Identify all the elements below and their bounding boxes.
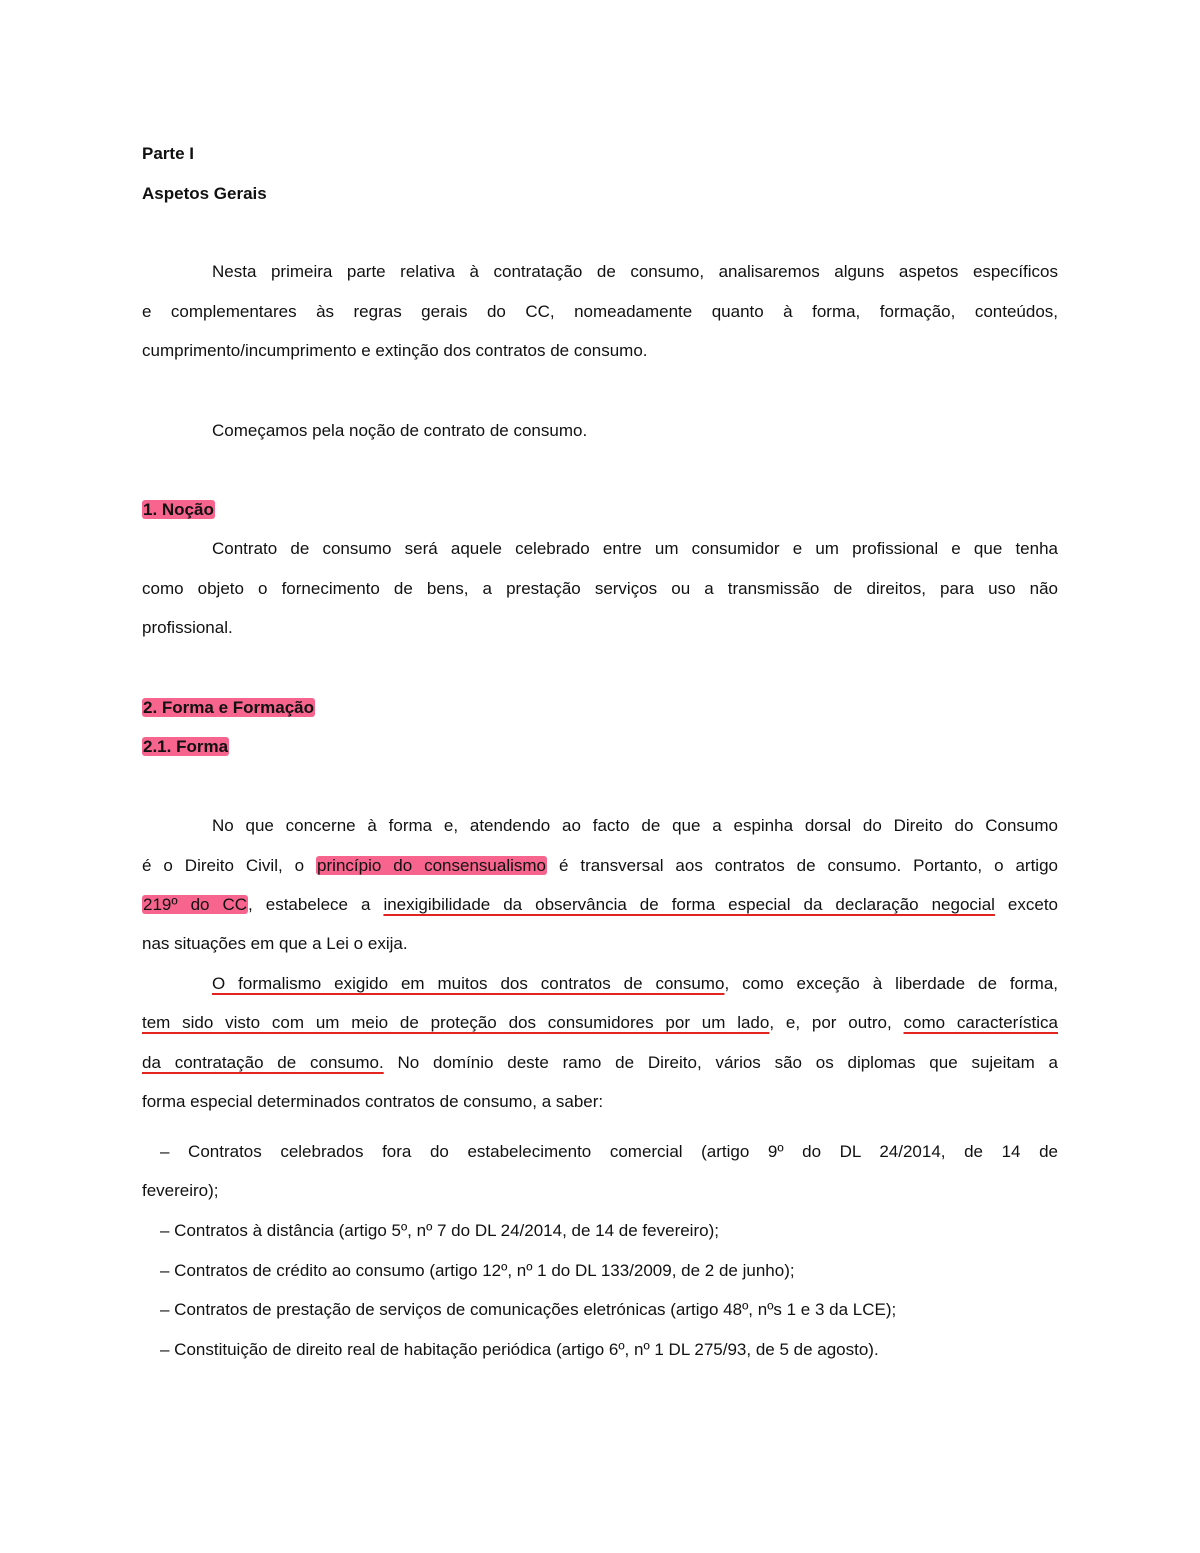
paragraph-line: [212, 260, 1058, 284]
paragraph-line: [142, 932, 408, 956]
text-run: – Contratos à distância (artigo 5º, nº 7 do DL 24/2014, de 14 de fevereiro);: [160, 1221, 719, 1240]
text-run: – Constituição de direito real de habitação periódica (artigo 6º, nº 1 DL 275/93, de 5 de agosto).: [160, 1340, 879, 1359]
section-heading: [142, 498, 215, 522]
text-run: Aspetos Gerais: [142, 184, 267, 203]
underlined-text: inexigibilidade da observância de forma especial da declaração negocial: [383, 895, 995, 914]
text-run: é transversal aos contratos de consumo. Portanto, o artigo: [547, 856, 1058, 875]
paragraph-line: [212, 419, 587, 443]
highlighted-text: 219º do CC: [143, 895, 248, 914]
paragraph-line: [212, 972, 1058, 996]
paragraph-line: [142, 577, 1058, 601]
underlined-text: O formalismo exigido em muitos dos contratos de consumo: [212, 974, 725, 993]
list-item: [160, 1259, 795, 1283]
text-run: profissional.: [142, 618, 233, 637]
underlined-text: como característica: [903, 1013, 1058, 1032]
paragraph-line: [212, 814, 1058, 838]
text-run: como objeto o fornecimento de bens, a prestação serviços ou a transmissão de direitos, para uso não: [142, 579, 1058, 598]
subsection-heading: [142, 735, 229, 759]
list-item-continuation: [142, 1179, 219, 1203]
paragraph-line: [142, 616, 233, 640]
text-run: – Contratos celebrados fora do estabelecimento comercial (artigo 9º do DL 24/2014, de 14 de: [160, 1142, 1058, 1161]
underlined-text: da contratação de consumo.: [142, 1053, 384, 1072]
underlined-text: tem sido visto com um meio de proteção dos consumidores por um lado: [142, 1013, 770, 1032]
text-run: forma especial determinados contratos de consumo, a saber:: [142, 1092, 604, 1111]
text-run: Contrato de consumo será aquele celebrado entre um consumidor e um profissional e que tenha: [212, 539, 1058, 558]
text-run: , estabelece a: [248, 895, 384, 914]
text-run: No que concerne à forma e, atendendo ao facto de que a espinha dorsal do Direito do Consumo: [212, 816, 1058, 835]
paragraph-line: [142, 893, 1058, 917]
text-run: fevereiro);: [142, 1181, 219, 1200]
highlighted-text: 2. Forma e Formação: [143, 698, 315, 717]
list-item: [160, 1219, 719, 1243]
text-run: e complementares às regras gerais do CC, nomeadamente quanto à forma, formação, conteúdos,: [142, 302, 1058, 321]
text-run: nas situações em que a Lei o exija.: [142, 934, 408, 953]
text-run: Nesta primeira parte relativa à contratação de consumo, analisaremos alguns aspetos específicos: [212, 262, 1058, 281]
paragraph-line: [142, 854, 1058, 878]
text-run: , e, por outro,: [769, 1013, 904, 1032]
paragraph-line: [142, 300, 1058, 324]
text-run: Começamos pela noção de contrato de consumo.: [212, 421, 588, 440]
highlighted-text: 2.1. Forma: [143, 737, 229, 756]
text-run: No domínio deste ramo de Direito, vários são os diplomas que sujeitam a: [383, 1053, 1058, 1072]
text-run: – Contratos de prestação de serviços de comunicações eletrónicas (artigo 48º, nºs 1 e 3 da LCE);: [160, 1300, 897, 1319]
text-run: – Contratos de crédito ao consumo (artigo 12º, nº 1 do DL 133/2009, de 2 de junho);: [160, 1261, 795, 1280]
text-run: cumprimento/incumprimento e extinção dos contratos de consumo.: [142, 341, 648, 360]
paragraph-line: [142, 339, 648, 363]
paragraph-line: [142, 1090, 603, 1114]
part-subtitle: [142, 182, 267, 206]
list-item: [160, 1298, 896, 1322]
list-item: [160, 1140, 1058, 1164]
highlighted-text: princípio do consensualismo: [317, 856, 546, 875]
paragraph-line: [142, 1011, 1058, 1035]
section-heading: [142, 696, 315, 720]
text-run: exceto: [994, 895, 1059, 914]
text-run: Parte I: [142, 144, 194, 163]
part-title: [142, 142, 194, 166]
highlighted-text: 1. Noção: [143, 500, 214, 519]
paragraph-line: [212, 537, 1058, 561]
text-run: é o Direito Civil, o: [142, 856, 317, 875]
list-item: [160, 1338, 879, 1362]
paragraph-line: [142, 1051, 1058, 1075]
text-run: , como exceção à liberdade de forma,: [724, 974, 1059, 993]
